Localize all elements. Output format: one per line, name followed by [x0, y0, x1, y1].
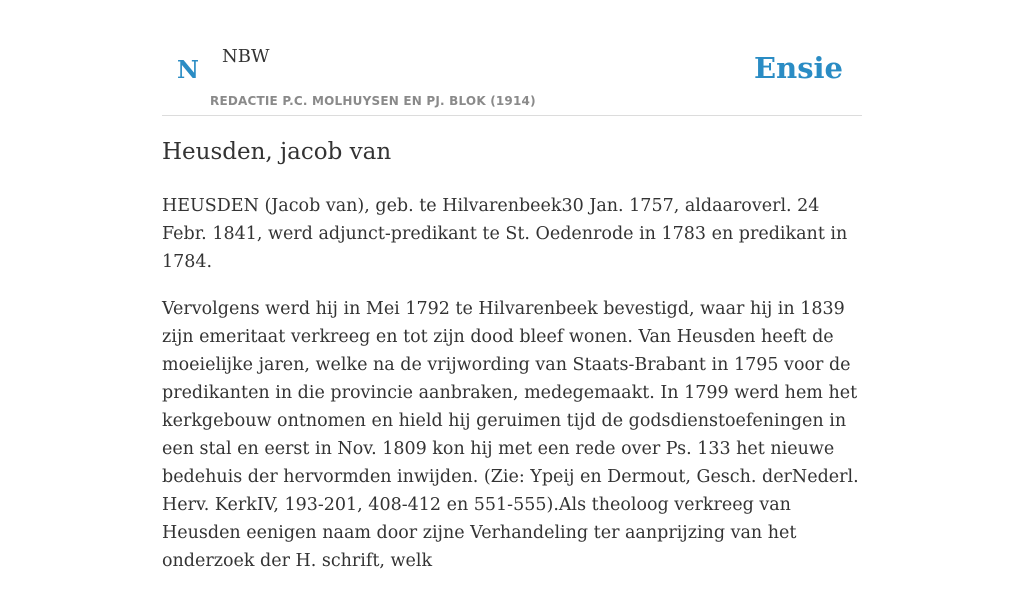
article-paragraph: Vervolgens werd hij in Mei 1792 te Hilvarenbeek bevestigd, waar hij in 1839 zijn emeritaat verkreeg en tot zijn dood bleef wonen. Van Heusden heeft de moeielijke jaren, welke na de vrijwording van Staats-Brabant in 1795 voor de predikanten in die provincie aanbraken, medegemaakt. In 1799 werd hem het kerkgebouw ontnomen en hield hij geruimen tijd de godsdienstoefeningen in een stal en eerst in Nov. 1809 kon hij met een rede over Ps. 133 het nieuwe bedehuis der hervormden inwijden. (Zie: Ypeij en Dermout, Gesch. derNederl. Herv. KerkIV, 193-201, 408-412 en 551-555).Als theoloog verkreeg van Heusden eenigen naam door zijne Verhandeling ter aanprijzing van het onderzoek der H. schrift, welk: [162, 299, 859, 571]
site-header: [162, 40, 862, 116]
article-body: [162, 192, 862, 594]
source-logo[interactable]: N: [177, 55, 199, 84]
article-paragraph: HEUSDEN (Jacob van), geb. te Hilvarenbeek30 Jan. 1757, aldaaroverl. 24 Febr. 1841, werd adjunct-predikant te St. Oedenrode in 1783 en predikant in 1784.: [162, 196, 848, 272]
source-subtitle: REDACTIE P.C. MOLHUYSEN EN PJ. BLOK (1914): [210, 94, 536, 108]
source-name[interactable]: NBW: [222, 46, 270, 67]
article-title: Heusden, jacob van: [162, 139, 392, 165]
brand-logo[interactable]: Ensie: [754, 51, 843, 85]
